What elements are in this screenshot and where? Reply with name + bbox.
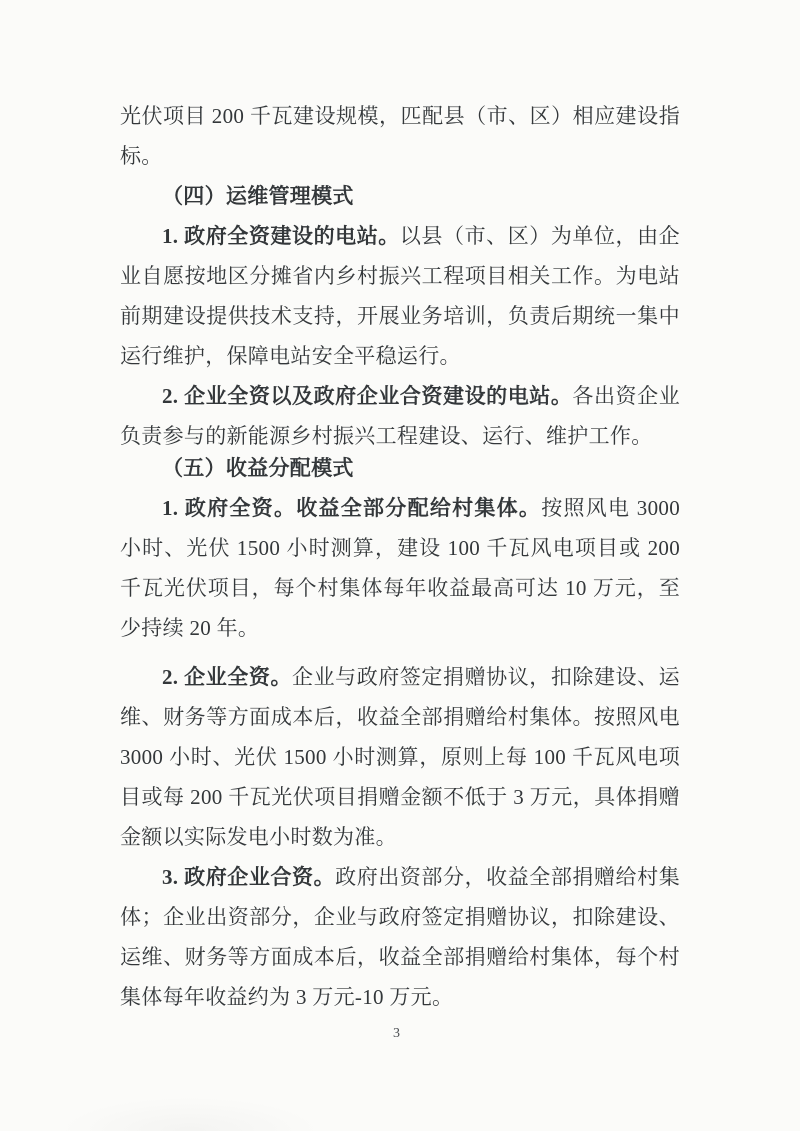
text-line [120, 376, 680, 416]
text-line [120, 857, 680, 897]
scan-artifact [60, 1097, 320, 1131]
text-line: 目或每 200 千瓦光伏项目捐赠金额不低于 3 万元，具体捐赠 [120, 785, 680, 809]
document-body [120, 96, 680, 1017]
paragraph-text: 以县（市、区）为单位，由企 [399, 224, 680, 248]
paragraph-lead: 2. 企业全资以及政府企业合资建设的电站。 [162, 384, 573, 408]
text-line: 维、财务等方面成本后，收益全部捐赠给村集体。按照风电 [120, 705, 680, 729]
text-line: 运维、财务等方面成本后，收益全部捐赠给村集体，每个村 [120, 945, 680, 969]
text-line: 业自愿按地区分摊省内乡村振兴工程项目相关工作。为电站 [120, 264, 680, 288]
paragraph-text: 各出资企业 [572, 384, 680, 408]
paragraph-income-3 [120, 857, 680, 1017]
text-line: 3000 小时、光伏 1500 小时测算，原则上每 100 千瓦风电项 [120, 745, 680, 769]
paragraph-lead: 1. 政府全资建设的电站。 [162, 224, 400, 248]
paragraph-lead: 1. 政府全资。收益全部分配给村集体。 [162, 496, 542, 520]
text-line: 标。 [120, 144, 163, 168]
text-line: 小时、光伏 1500 小时测算，建设 100 千瓦风电项目或 200 [120, 536, 680, 560]
paragraph-ops-2 [120, 376, 680, 456]
text-line: 少持续 20 年。 [120, 616, 260, 640]
section-heading-income: （五）收益分配模式 [162, 456, 354, 480]
paragraph-lead: 2. 企业全资。 [162, 665, 293, 689]
paragraph-text: 政府出资部分，收益全部捐赠给村集 [335, 865, 680, 889]
text-line: 运行维护，保障电站安全平稳运行。 [120, 344, 461, 368]
paragraph-lead: 3. 政府企业合资。 [162, 865, 336, 889]
text-line: 光伏项目 200 千瓦建设规模，匹配县（市、区）相应建设指 [120, 104, 680, 128]
paragraph-ops-1 [120, 216, 680, 376]
text-line [120, 488, 680, 528]
paragraph-text: 按照风电 3000 [541, 496, 681, 520]
page-number: 3 [393, 1026, 400, 1041]
text-line: 体；企业出资部分，企业与政府签定捐赠协议，扣除建设、 [120, 905, 680, 929]
paragraph-continuation [120, 96, 680, 176]
text-line: 金额以实际发电小时数为准。 [120, 825, 397, 849]
paragraph-text: 企业与政府签定捐赠协议，扣除建设、运 [292, 665, 680, 689]
section-heading-operations: （四）运维管理模式 [162, 184, 354, 208]
text-line: 集体每年收益约为 3 万元-10 万元。 [120, 985, 454, 1009]
paragraph-income-1 [120, 488, 680, 648]
text-line: 负责参与的新能源乡村振兴工程建设、运行、维护工作。 [120, 424, 653, 448]
paragraph-income-2 [120, 657, 680, 857]
text-line: 千瓦光伏项目，每个村集体每年收益最高可达 10 万元，至 [120, 576, 680, 600]
text-line: 前期建设提供技术支持，开展业务培训，负责后期统一集中 [120, 304, 680, 328]
text-line [120, 657, 680, 697]
text-line [120, 216, 680, 256]
